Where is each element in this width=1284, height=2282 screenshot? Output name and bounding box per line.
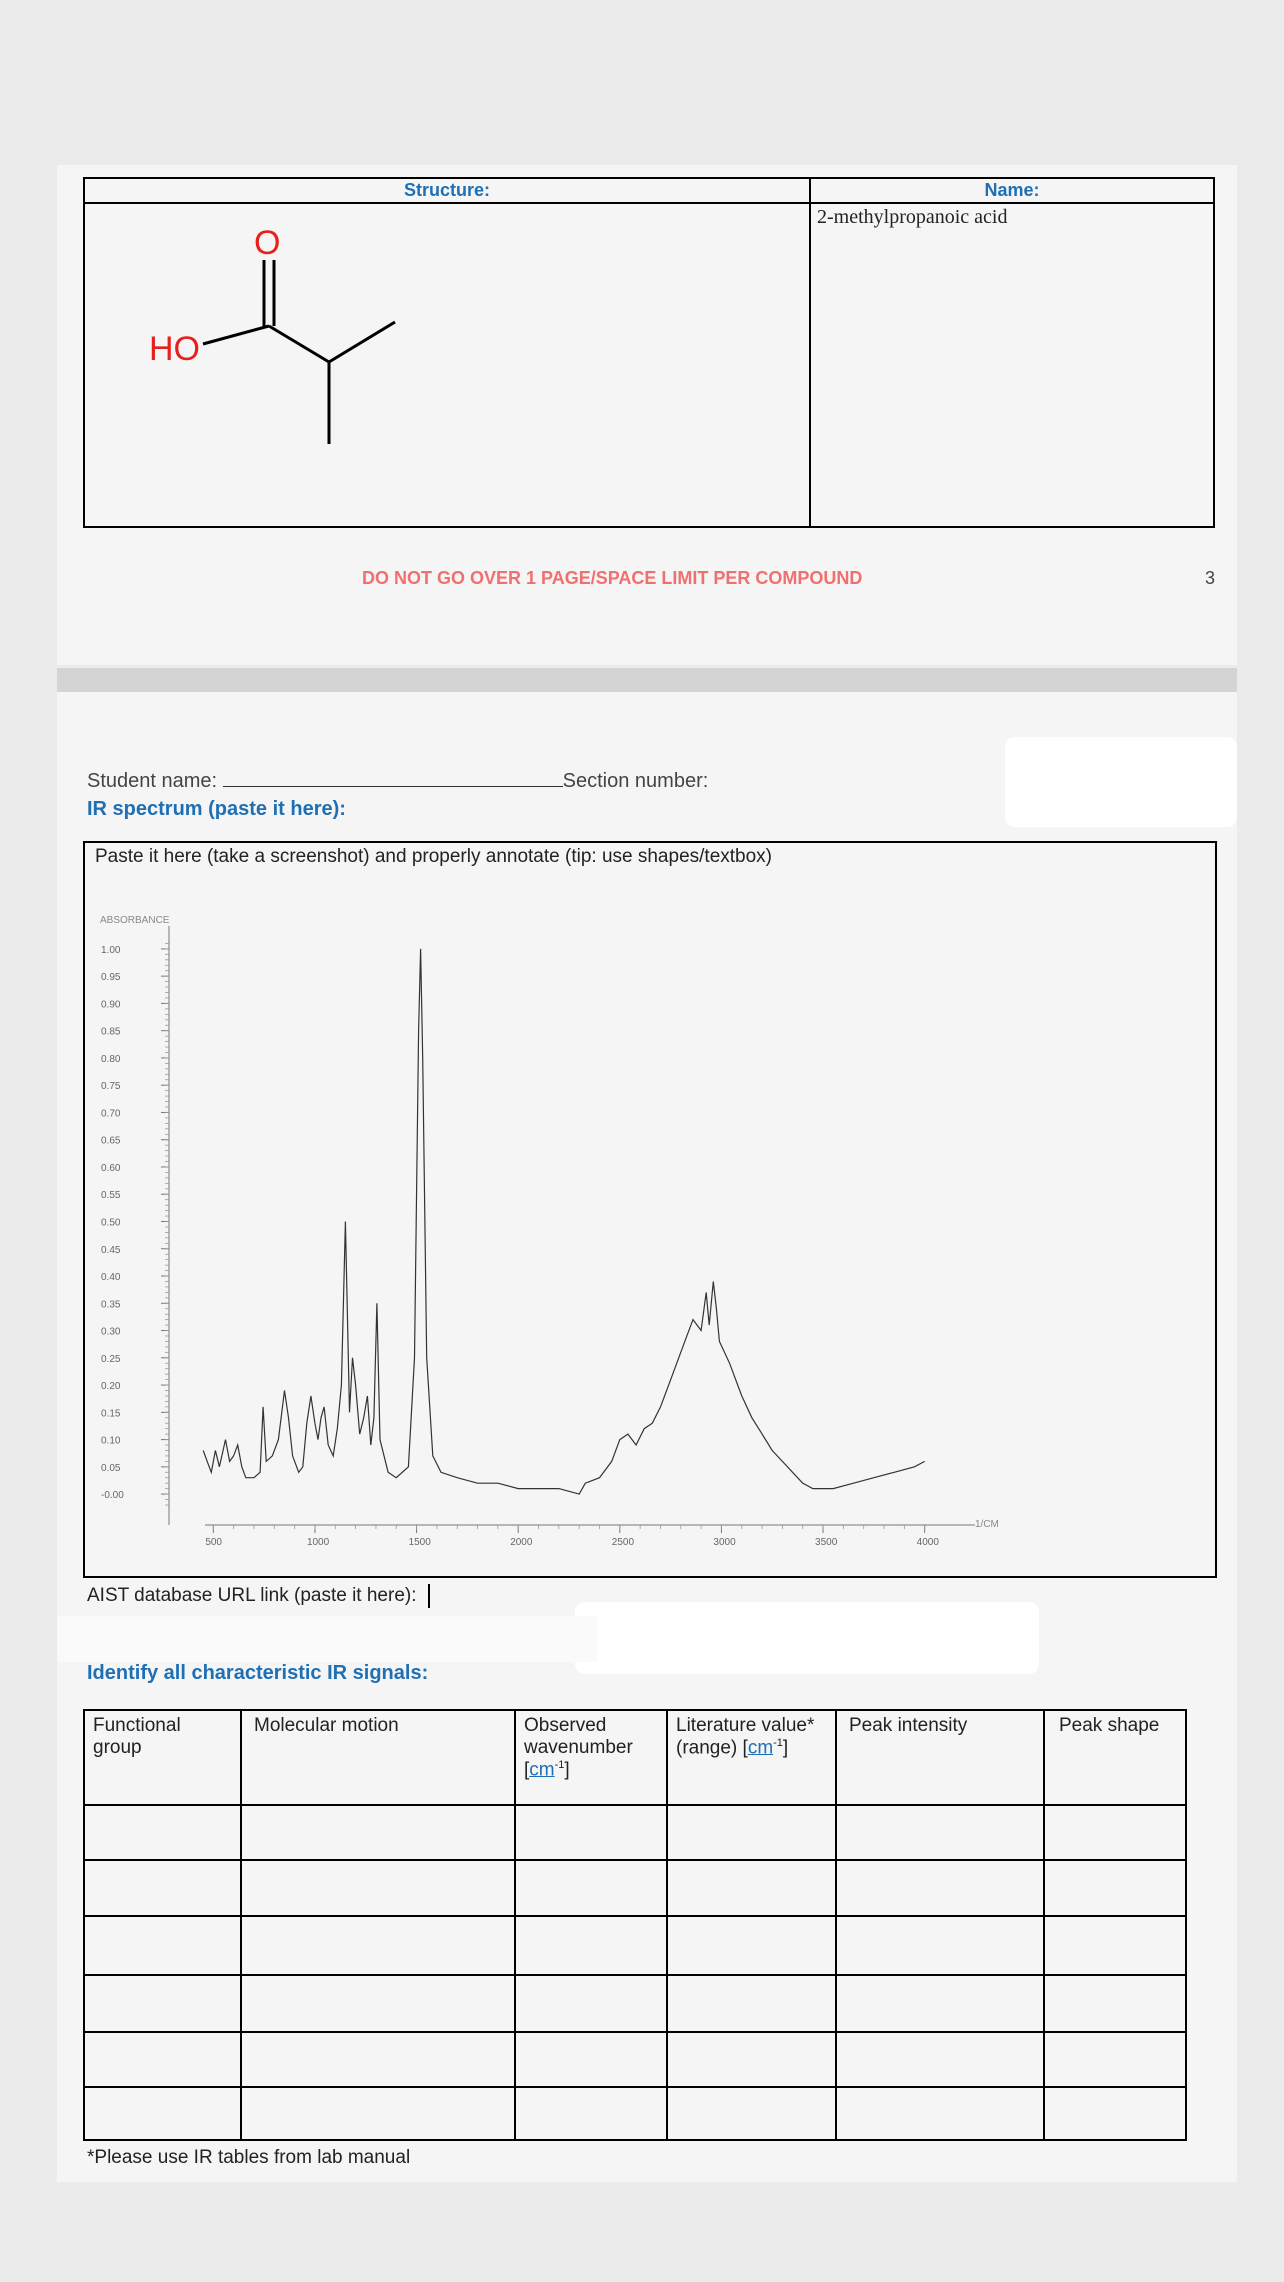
table-cell[interactable] <box>1044 1805 1186 1860</box>
table-cell[interactable] <box>667 1916 836 1975</box>
student-name-line <box>87 770 708 793</box>
y-tick-label: -0.00 <box>101 1490 124 1502</box>
table-cell[interactable] <box>667 2032 836 2087</box>
section-number-label: Section number: <box>562 770 709 792</box>
table-cell[interactable] <box>1044 2087 1186 2140</box>
carbonyl-oxygen-label: O <box>254 224 281 262</box>
table-cell[interactable] <box>515 1805 667 1860</box>
header-observed-wavenumber: Observed wavenumber $[cm^{-1}]$ <box>515 1710 667 1805</box>
aist-label: AIST database URL link (paste it here): <box>87 1585 417 1607</box>
y-tick-label: 0.05 <box>101 1462 121 1474</box>
table-cell[interactable] <box>836 2032 1044 2087</box>
table-cell[interactable] <box>84 1805 241 1860</box>
y-tick-label: 0.15 <box>101 1408 121 1420</box>
y-tick-label: 1.00 <box>101 944 121 956</box>
y-tick-label: 0.80 <box>101 1053 121 1065</box>
table-cell[interactable] <box>515 2032 667 2087</box>
footnote: *Please use IR tables from lab manual <box>87 2147 411 2168</box>
ir-spectrum-chart <box>85 893 1085 1553</box>
table-cell[interactable] <box>84 1975 241 2032</box>
x-tick-label: 4000 <box>916 1537 939 1548</box>
header-literature-value: Literature value* (range) $[cm^{-1}]$ <box>667 1710 836 1805</box>
y-tick-label: 0.55 <box>101 1190 121 1202</box>
name-header: Name: <box>810 178 1214 203</box>
x-tick-label: 500 <box>205 1537 223 1548</box>
table-row <box>84 1916 1186 1975</box>
page-1 <box>57 165 1237 665</box>
table-cell[interactable] <box>1044 1975 1186 2032</box>
table-cell[interactable] <box>84 2032 241 2087</box>
redaction-strip <box>57 1616 597 1662</box>
table-cell[interactable] <box>836 1860 1044 1916</box>
table-cell[interactable] <box>836 2087 1044 2140</box>
aist-url-field[interactable] <box>428 1584 430 1608</box>
table-cell[interactable] <box>241 1805 515 1860</box>
table-row <box>84 1805 1186 1860</box>
header-molecular-motion: Molecular motion <box>241 1710 515 1805</box>
y-tick-label: 0.75 <box>101 1081 121 1093</box>
header-functional-group: Functional group <box>84 1710 241 1805</box>
table-cell[interactable] <box>515 1916 667 1975</box>
table-cell[interactable] <box>241 1975 515 2032</box>
redaction-box-middle <box>575 1602 1039 1674</box>
footer-warning: DO NOT GO OVER 1 PAGE/SPACE LIMIT PER COMPOUND <box>362 568 863 588</box>
molecule-structure <box>105 224 405 504</box>
y-tick-label: 0.45 <box>101 1244 121 1256</box>
table-row <box>84 2032 1186 2087</box>
y-axis-label: ABSORBANCE <box>100 915 170 926</box>
student-name-label: Student name: <box>87 770 223 792</box>
y-tick-label: 0.25 <box>101 1353 121 1365</box>
page-separator <box>57 668 1237 692</box>
aist-label-line <box>87 1584 430 1608</box>
x-tick-label: 3000 <box>713 1537 736 1548</box>
identify-heading: Identify all characteristic IR signals: <box>87 1662 429 1684</box>
x-tick-label: 1500 <box>408 1537 431 1548</box>
table-cell[interactable] <box>84 1916 241 1975</box>
y-tick-label: 0.65 <box>101 1135 121 1147</box>
table-cell[interactable] <box>836 1975 1044 2032</box>
table-cell[interactable] <box>836 1916 1044 1975</box>
ir-spectrum-box <box>83 841 1217 1578</box>
y-tick-label: 0.35 <box>101 1299 121 1311</box>
table-cell[interactable] <box>1044 1860 1186 1916</box>
table-row <box>84 2087 1186 2140</box>
table-cell[interactable] <box>515 1860 667 1916</box>
page-2 <box>57 692 1237 2182</box>
x-tick-label: 1000 <box>306 1537 330 1548</box>
y-tick-label: 0.20 <box>101 1381 121 1393</box>
ir-signals-table <box>83 1709 1187 2141</box>
header-peak-intensity: Peak intensity <box>836 1710 1044 1805</box>
y-tick-label: 0.50 <box>101 1217 121 1229</box>
compound-name: 2-methylpropanoic acid <box>817 206 1008 228</box>
redaction-box-top-right <box>1005 737 1237 827</box>
table-cell[interactable] <box>667 1975 836 2032</box>
table-cell[interactable] <box>667 1860 836 1916</box>
table-cell[interactable] <box>515 1975 667 2032</box>
y-tick-label: 0.70 <box>101 1108 121 1120</box>
y-tick-label: 0.85 <box>101 1026 121 1038</box>
x-tick-label: 3500 <box>815 1537 838 1548</box>
table-cell[interactable] <box>836 1805 1044 1860</box>
x-axis-label: 1/CM <box>975 1519 999 1530</box>
y-tick-label: 0.40 <box>101 1272 121 1284</box>
table-cell[interactable] <box>241 1916 515 1975</box>
table-cell[interactable] <box>667 2087 836 2140</box>
table-cell[interactable] <box>241 2032 515 2087</box>
hydroxyl-label: HO <box>149 330 200 368</box>
table-cell[interactable] <box>84 2087 241 2140</box>
table-cell[interactable] <box>1044 2032 1186 2087</box>
y-tick-label: 0.95 <box>101 972 121 984</box>
page-number: 3 <box>1205 568 1216 588</box>
table-cell[interactable] <box>84 1860 241 1916</box>
paste-instruction: Paste it here (take a screenshot) and properly annotate (tip: use shapes/textbox) <box>95 846 772 867</box>
x-tick-label: 2000 <box>510 1537 533 1548</box>
table-header-row <box>84 1710 1186 1805</box>
name-cell <box>810 203 1214 527</box>
y-tick-label: 0.90 <box>101 999 121 1011</box>
table-cell[interactable] <box>1044 1916 1186 1975</box>
header-peak-shape: Peak shape <box>1044 1710 1186 1805</box>
y-tick-label: 0.30 <box>101 1326 121 1338</box>
ir-spectrum-heading: IR spectrum (paste it here): <box>87 798 346 820</box>
x-tick-label: 2500 <box>611 1537 635 1548</box>
y-tick-label: 0.60 <box>101 1162 121 1174</box>
table-row <box>84 1860 1186 1916</box>
structure-cell <box>84 203 810 527</box>
table-cell[interactable] <box>667 1805 836 1860</box>
table-cell[interactable] <box>515 2087 667 2140</box>
y-tick-label: 0.10 <box>101 1435 121 1447</box>
structure-name-table <box>83 177 1215 528</box>
table-cell[interactable] <box>241 1860 515 1916</box>
student-name-blank[interactable] <box>223 786 563 787</box>
spectrum-line <box>203 949 925 1494</box>
table-cell[interactable] <box>241 2087 515 2140</box>
table-row <box>84 1975 1186 2032</box>
structure-header: Structure: <box>84 178 810 203</box>
